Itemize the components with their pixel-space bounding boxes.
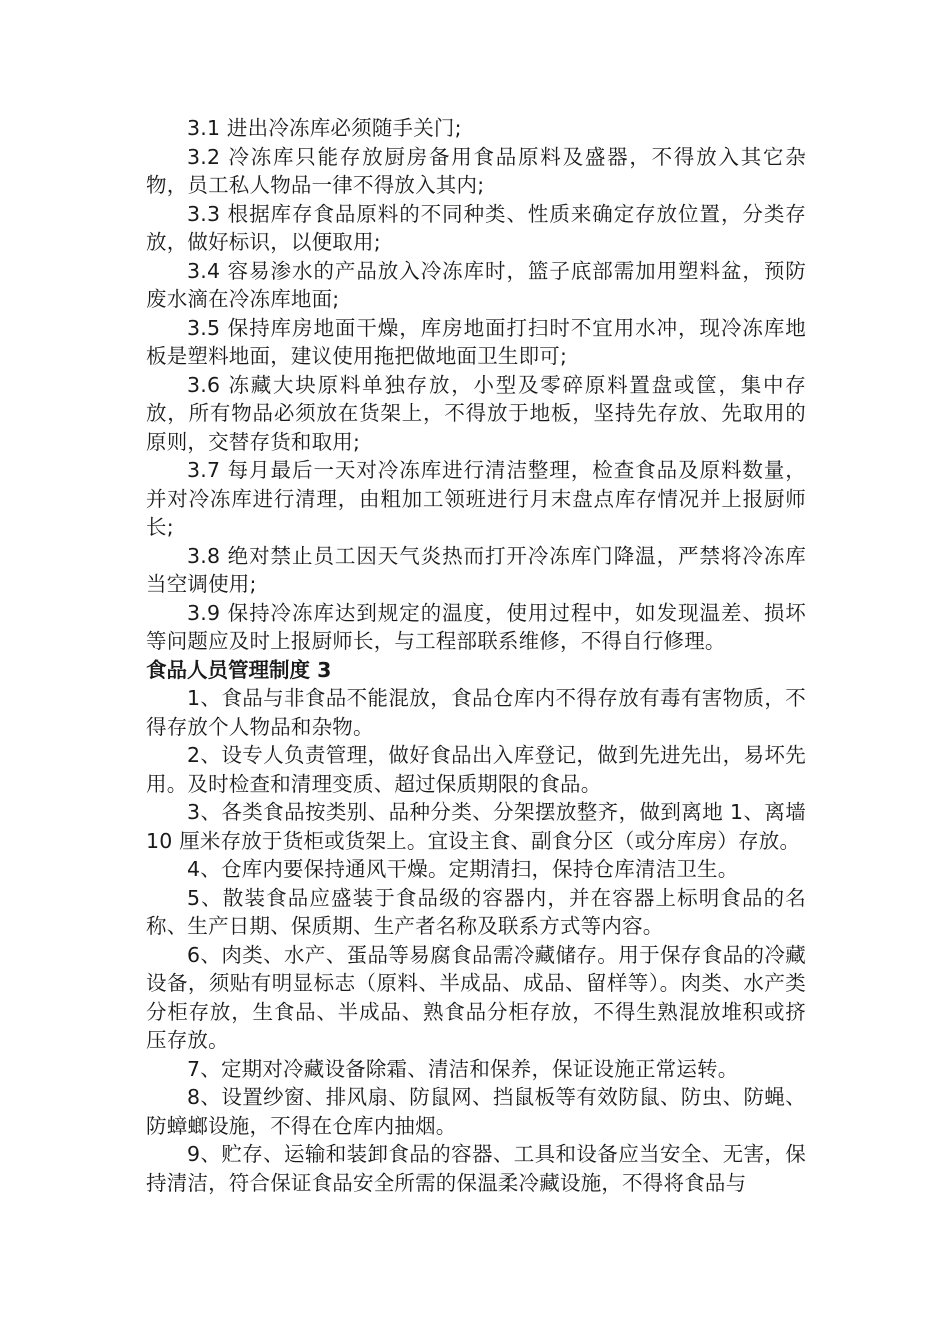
paragraph-3-3: 3.3 根据库存食品原料的不同种类、性质来确定存放位置，分类存放，做好标识，以便取用;	[146, 201, 806, 254]
paragraph-3-5: 3.5 保持库房地面干燥，库房地面打扫时不宜用水冲，现冷冻库地板是塑料地面，建议使用拖把做地面卫生即可;	[146, 315, 806, 368]
paragraph-3-4: 3.4 容易渗水的产品放入冷冻库时，篮子底部需加用塑料盆，预防废水滴在冷冻库地面;	[146, 258, 806, 311]
section-heading: 食品人员管理制度 3	[146, 657, 332, 682]
document-page	[146, 114, 806, 1197]
paragraph-3-1: 3.1 进出冷冻库必须随手关门;	[187, 116, 462, 140]
rule-item-2: 2、设专人负责管理，做好食品出入库登记，做到先进先出，易坏先用。及时检查和清理变质、超过保质期限的食品。	[146, 743, 806, 796]
paragraph-3-9: 3.9 保持冷冻库达到规定的温度，使用过程中，如发现温差、损坏等问题应及时上报厨师长，与工程部联系维修，不得自行修理。	[146, 600, 806, 653]
paragraph-3-6: 3.6 冻藏大块原料单独存放，小型及零碎原料置盘或筐，集中存放，所有物品必须放在货架上，不得放于地板，坚持先存放、先取用的原则，交替存货和取用;	[146, 372, 806, 454]
rule-item-8: 8、设置纱窗、排风扇、防鼠网、挡鼠板等有效防鼠、防虫、防蝇、防蟑螂设施，不得在仓库内抽烟。	[146, 1085, 806, 1138]
rule-item-5: 5、散装食品应盛装于食品级的容器内，并在容器上标明食品的名称、生产日期、保质期、生产者名称及联系方式等内容。	[146, 885, 806, 938]
rule-item-1: 1、食品与非食品不能混放，食品仓库内不得存放有毒有害物质，不得存放个人物品和杂物。	[146, 686, 806, 739]
rule-item-7: 7、定期对冷藏设备除霜、清洁和保养，保证设施正常运转。	[187, 1056, 739, 1081]
rule-item-4: 4、仓库内要保持通风干燥。定期清扫，保持仓库清洁卫生。	[187, 857, 739, 881]
paragraph-3-7: 3.7 每月最后一天对冷冻库进行清洁整理，检查食品及原料数量，并对冷冻库进行清理，由粗加工领班进行月末盘点库存情况并上报厨师长;	[146, 458, 806, 539]
rule-item-9: 9、贮存、运输和装卸食品的容器、工具和设备应当安全、无害，保持清洁，符合保证食品安全所需的保温柔冷藏设施，不得将食品与	[146, 1142, 806, 1195]
paragraph-3-2: 3.2 冷冻库只能存放厨房备用食品原料及盛器，不得放入其它杂物，员工私人物品一律不得放入其内;	[146, 144, 806, 197]
paragraph-3-8: 3.8 绝对禁止员工因天气炎热而打开冷冻库门降温，严禁将冷冻库当空调使用;	[146, 543, 806, 596]
rule-item-3: 3、各类食品按类别、品种分类、分架摆放整齐，做到离地 1、离墙 10 厘米存放于货柜或货架上。宜设主食、副食分区（或分库房）存放。	[146, 800, 806, 853]
rule-item-6: 6、肉类、水产、蛋品等易腐食品需冷藏储存。用于保存食品的冷藏设备，须贴有明显标志（原料、半成品、成品、留样等）。肉类、水产类分柜存放，生食品、半成品、熟食品分柜存放，不得生熟混放堆积或挤压存放。	[146, 942, 806, 1052]
